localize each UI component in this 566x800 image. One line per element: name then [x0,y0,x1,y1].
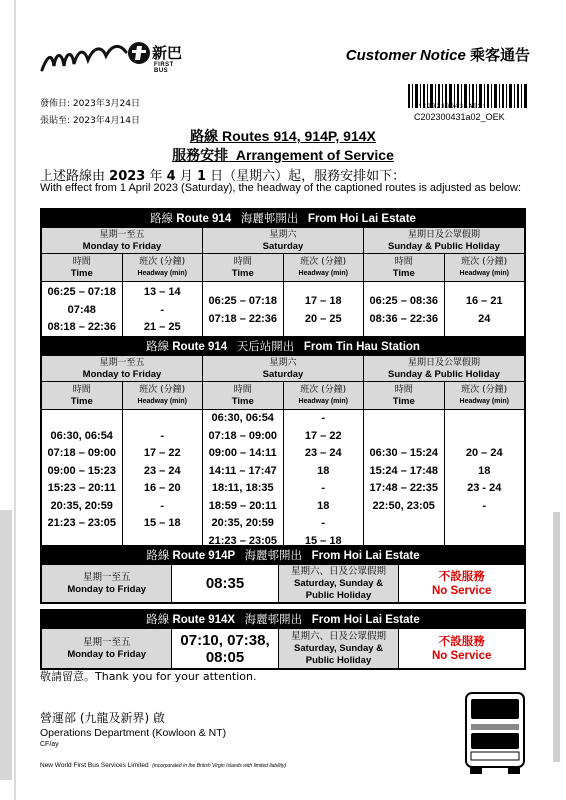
timetable-entry: 06:30, 06:54 [50,429,113,442]
arrangement-title-en: Arrangement of Service [235,147,394,163]
scan-edge [14,0,16,800]
timetable-entry: - [482,499,487,512]
issue-date: 發佈日: 2023年3月24日 [40,99,140,109]
reference-initials: CF/ay [40,741,59,748]
thank-you-note: 敬請留意。Thank you for your attention. [40,670,257,683]
timetable-entry: 14:11 – 17:47 [208,464,277,477]
routes-title-cn: 路線 [190,129,219,145]
routes-title-en: Routes 914, 914P, 914X [222,128,376,144]
timetable-entry: 08:18 – 22:36 [47,321,116,334]
logo-mark-icon [128,42,150,64]
timetable-entry: 20:35, 20:59 [50,499,113,512]
monday-friday-header: 星期一至五 Monday to Friday [42,228,203,254]
sat-times [203,410,284,551]
timetable-entry: 17:48 – 22:35 [369,482,438,494]
mf-departure: 08:35 [172,565,278,603]
timetable-entry: 06:25 – 08:36 [369,295,438,307]
sat-times [203,282,284,340]
post-date: 張貼至: 2023年4月14日 [40,116,140,126]
time-col-header: 時間 Time [203,254,284,282]
timetable-entry: - [321,482,326,494]
timetable-entry: 07:18 – 22:36 [208,312,277,325]
timetable-entry: 20 – 25 [304,312,342,325]
timetable-entry: 07:18 – 09:00 [47,447,116,459]
timetable-entry: 06:30 – 15:24 [369,447,438,459]
timetable-entry: 21:23 – 23:05 [208,534,277,547]
notice-en: Customer Notice [345,47,466,64]
timetable-entry: 13 – 14 [143,286,181,299]
no-service-label: 不設服務 No Service [399,565,525,603]
timetable-entry: 20 – 24 [465,447,503,459]
timetable [41,227,525,340]
route-914-tin-hau-section [40,336,526,552]
first-bus-logo [40,40,190,76]
timetable-entry: - [160,303,165,316]
swoosh-icon [40,44,128,74]
headway-col-header: 班次 (分鐘) Headway (min) [283,382,364,410]
timetable-entry: - [160,499,165,512]
timetable-entry: 17 – 18 [304,295,342,307]
headway-col-header: 班次 (分鐘) Headway (min) [283,254,364,282]
sunday-header: 星期日及公眾假期 Sunday & Public Holiday [364,356,525,382]
mf-headways [122,282,203,340]
timetable-entry: 23 – 24 [143,464,181,477]
mf-headways [122,410,203,551]
sun-times [364,410,445,551]
logo-text-en: FIRST BUS [154,62,174,74]
timetable-entry: 18 [317,499,330,512]
timetable-entry: 17 – 22 [143,447,181,459]
mf-times [42,282,123,340]
timetable-entry: - [160,429,165,442]
headway-col-header: 班次 (分鐘) Headway (min) [122,382,203,410]
timetable-entry: - [321,517,326,529]
department-en: Operations Department (Kowloon & NT) [40,727,227,739]
sun-times [364,282,445,340]
timetable-entry: 16 – 21 [465,295,503,307]
time-col-header: 時間 Time [42,382,123,410]
timetable-entry: - [321,412,326,424]
timetable-entry: 24 [478,312,491,325]
barcode-text: *C202300431A02* [418,103,488,110]
timetable-entry: 15:24 – 17:48 [369,464,438,477]
timetable-entry: 06:25 – 07:18 [47,286,116,299]
mf-departures: 07:10, 07:38, 08:05 [172,629,278,669]
timetable-entry: 17 – 22 [304,429,342,442]
timetable-entry: 09:00 – 14:11 [208,447,277,459]
timetable-entry: 09:00 – 15:23 [47,464,116,477]
headway-col-header: 班次 (分鐘) Headway (min) [122,254,203,282]
timetable-entry: 15 – 18 [304,534,342,547]
mf-times [42,410,123,551]
time-col-header: 時間 Time [364,254,445,282]
time-col-header: 時間 Time [42,254,123,282]
document-reference: C202300431a02_OEK [414,112,505,122]
monday-friday-label: 星期一至五 Monday to Friday [42,565,172,603]
customer-notice-heading [346,44,530,65]
headway-col-header: 班次 (分鐘) Headway (min) [444,382,525,410]
timetable-entry: 15 – 18 [143,517,181,529]
sunday-header: 星期日及公眾假期 Sunday & Public Holiday [364,228,525,254]
timetable-entry: 06:30, 06:54 [211,412,274,424]
timetable [41,355,525,551]
arrangement-title-cn: 服務安排 [172,148,229,164]
notice-dates [40,96,140,130]
logo-text-cn: 新巴 [152,44,183,62]
timetable-entry: 07:18 – 09:00 [208,429,277,442]
monday-friday-label: 星期一至五 Monday to Friday [42,629,172,669]
weekend-label: 星期六、日及公眾假期 Saturday, Sunday & Public Holiday [278,565,399,603]
no-service-label: 不設服務 No Service [399,629,525,669]
intro-cn: 上述路線由 2023 年 4 月 1 日（星期六）起，服務安排如下： [40,169,406,184]
timetable-entry: 22:50, 23:05 [372,499,435,512]
timetable-entry: 18:59 – 20:11 [208,499,277,512]
timetable-entry: 23 - 24 [467,482,502,494]
route-914x-section [40,609,526,670]
timetable-entry: 18 [478,464,491,477]
weekend-label: 星期六、日及公眾假期 Saturday, Sunday & Public Holiday [278,629,399,669]
section-header: 路線 Route 914 天后站開出 From Tin Hau Station [41,337,525,355]
timetable-entry: 08:36 – 22:36 [369,312,438,325]
double-decker-bus-icon [462,690,528,776]
timetable-entry: 21 – 25 [143,321,181,334]
scan-edge-shadow-right [553,512,560,762]
timetable-entry: 23 – 24 [304,447,342,459]
headway-col-header: 班次 (分鐘) Headway (min) [444,254,525,282]
time-col-header: 時間 Time [364,382,445,410]
company-line: New World First Bus Services Limited (incorporated in the British Virgin Islands with limited liability) [40,762,287,769]
sat-headways [283,410,364,551]
sun-headways [444,282,525,340]
scan-edge-shadow [0,510,12,780]
timetable-entry: 16 – 20 [143,482,181,494]
timetable [41,628,525,669]
routes-title [0,126,566,146]
monday-friday-header: 星期一至五 Monday to Friday [42,356,203,382]
section-header: 路線 Route 914X 海麗邨開出 From Hoi Lai Estate [41,610,525,628]
sat-headways [283,282,364,340]
arrangement-title [0,145,566,165]
section-header: 路線 Route 914P 海麗邨開出 From Hoi Lai Estate [41,546,525,564]
department-cn: 營運部 (九龍及新界) 啟 [40,711,165,725]
intro-en: With effect from 1 April 2023 (Saturday), the headway of the captioned routes is adjusted as below: [40,182,522,194]
sun-headways [444,410,525,551]
timetable-entry: 18:11, 18:35 [211,482,274,494]
route-914p-section [40,545,526,604]
notice-cn: 乘客通告 [469,46,530,64]
time-col-header: 時間 Time [203,382,284,410]
timetable-entry: 18 [317,464,330,477]
saturday-header: 星期六 Saturday [203,228,364,254]
timetable-entry: 07:48 [67,303,96,316]
timetable [41,564,525,603]
timetable-entry: 20:35, 20:59 [211,517,274,529]
section-header: 路線 Route 914 海麗邨開出 From Hoi Lai Estate [41,209,525,227]
timetable-entry: 06:25 – 07:18 [208,295,277,307]
timetable-entry: 21:23 – 23:05 [47,517,116,529]
timetable-entry: 15:23 – 20:11 [47,482,116,494]
route-914-hoi-lai-section [40,208,526,341]
saturday-header: 星期六 Saturday [203,356,364,382]
